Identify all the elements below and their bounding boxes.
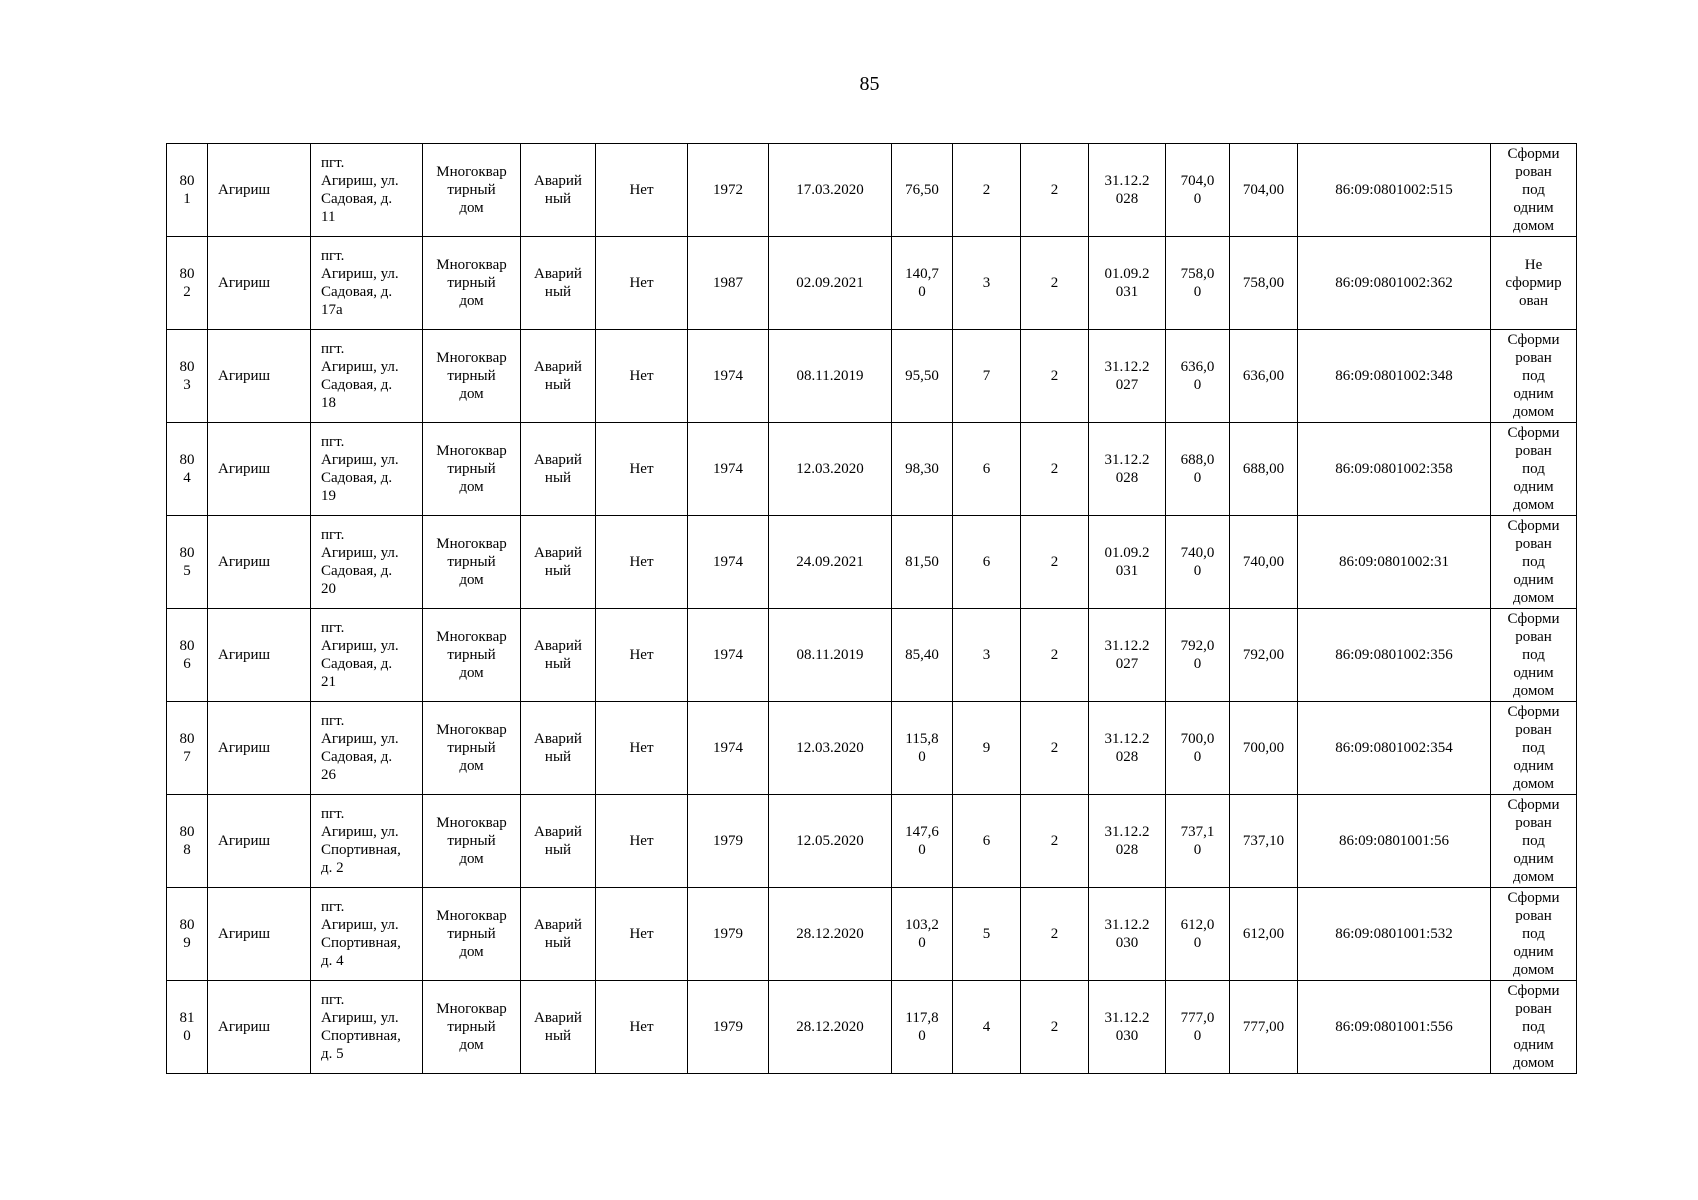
recognition-date-cell: 17.03.2020 — [769, 144, 892, 237]
floors-count-cell: 2 — [1021, 981, 1089, 1074]
row-number-cell: 80 3 — [167, 330, 208, 423]
settlement-cell: Агириш — [208, 888, 311, 981]
building-type-cell: Многоквар тирный дом — [423, 795, 521, 888]
cadastral-number-cell: 86:09:0801001:56 — [1298, 795, 1491, 888]
building-type-cell: Многоквар тирный дом — [423, 423, 521, 516]
cadastral-number-cell: 86:09:0801001:556 — [1298, 981, 1491, 1074]
table-row — [167, 330, 1577, 423]
residents-count-cell: 5 — [953, 888, 1021, 981]
land-plot-status-cell: Сформи рован под одним домом — [1491, 795, 1577, 888]
resettlement-deadline-cell: 31.12.2 027 — [1089, 609, 1166, 702]
living-area-cell: 115,8 0 — [892, 702, 953, 795]
living-area-cell: 95,50 — [892, 330, 953, 423]
table-row — [167, 888, 1577, 981]
land-plot-status-cell: Не сформир ован — [1491, 237, 1577, 330]
floors-count-cell: 2 — [1021, 702, 1089, 795]
land-area-total-cell: 740,00 — [1230, 516, 1298, 609]
land-area-total-cell: 704,00 — [1230, 144, 1298, 237]
land-area-cell: 758,0 0 — [1166, 237, 1230, 330]
land-area-cell: 737,1 0 — [1166, 795, 1230, 888]
land-area-total-cell: 777,00 — [1230, 981, 1298, 1074]
living-area-cell: 98,30 — [892, 423, 953, 516]
row-number-cell: 81 0 — [167, 981, 208, 1074]
land-plot-status-cell: Сформи рован под одним домом — [1491, 981, 1577, 1074]
recognition-date-cell: 08.11.2019 — [769, 330, 892, 423]
cadastral-number-cell: 86:09:0801002:356 — [1298, 609, 1491, 702]
living-area-cell: 85,40 — [892, 609, 953, 702]
cadastral-number-cell: 86:09:0801002:31 — [1298, 516, 1491, 609]
land-area-total-cell: 612,00 — [1230, 888, 1298, 981]
land-plot-status-cell: Сформи рован под одним домом — [1491, 609, 1577, 702]
construction-year-cell: 1974 — [688, 423, 769, 516]
land-area-total-cell: 792,00 — [1230, 609, 1298, 702]
cadastral-number-cell: 86:09:0801002:362 — [1298, 237, 1491, 330]
resettlement-deadline-cell: 01.09.2 031 — [1089, 516, 1166, 609]
condition-status-cell: Аварий ный — [521, 330, 596, 423]
construction-year-cell: 1979 — [688, 888, 769, 981]
condition-status-cell: Аварий ный — [521, 144, 596, 237]
living-area-cell: 117,8 0 — [892, 981, 953, 1074]
land-area-total-cell: 700,00 — [1230, 702, 1298, 795]
building-type-cell: Многоквар тирный дом — [423, 330, 521, 423]
building-type-cell: Многоквар тирный дом — [423, 702, 521, 795]
recognition-date-cell: 12.03.2020 — [769, 423, 892, 516]
settlement-cell: Агириш — [208, 144, 311, 237]
table-row — [167, 423, 1577, 516]
construction-year-cell: 1974 — [688, 330, 769, 423]
building-type-cell: Многоквар тирный дом — [423, 144, 521, 237]
row-number-cell: 80 9 — [167, 888, 208, 981]
construction-year-cell: 1972 — [688, 144, 769, 237]
resettlement-deadline-cell: 31.12.2 028 — [1089, 702, 1166, 795]
address-cell: пгт. Агириш, ул. Садовая, д. 26 — [311, 702, 423, 795]
address-cell: пгт. Агириш, ул. Спортивная, д. 2 — [311, 795, 423, 888]
residents-count-cell: 7 — [953, 330, 1021, 423]
recognition-date-cell: 02.09.2021 — [769, 237, 892, 330]
condition-status-cell: Аварий ный — [521, 795, 596, 888]
recognition-date-cell: 24.09.2021 — [769, 516, 892, 609]
address-cell: пгт. Агириш, ул. Садовая, д. 11 — [311, 144, 423, 237]
condition-status-cell: Аварий ный — [521, 609, 596, 702]
program-inclusion-cell: Нет — [596, 423, 688, 516]
program-inclusion-cell: Нет — [596, 516, 688, 609]
land-area-total-cell: 688,00 — [1230, 423, 1298, 516]
recognition-date-cell: 12.03.2020 — [769, 702, 892, 795]
land-area-total-cell: 737,10 — [1230, 795, 1298, 888]
building-type-cell: Многоквар тирный дом — [423, 609, 521, 702]
condition-status-cell: Аварий ный — [521, 702, 596, 795]
floors-count-cell: 2 — [1021, 423, 1089, 516]
resettlement-deadline-cell: 31.12.2 028 — [1089, 795, 1166, 888]
construction-year-cell: 1974 — [688, 702, 769, 795]
residents-count-cell: 6 — [953, 423, 1021, 516]
table-row — [167, 144, 1577, 237]
program-inclusion-cell: Нет — [596, 795, 688, 888]
condition-status-cell: Аварий ный — [521, 423, 596, 516]
row-number-cell: 80 1 — [167, 144, 208, 237]
land-plot-status-cell: Сформи рован под одним домом — [1491, 423, 1577, 516]
building-type-cell: Многоквар тирный дом — [423, 888, 521, 981]
recognition-date-cell: 12.05.2020 — [769, 795, 892, 888]
land-plot-status-cell: Сформи рован под одним домом — [1491, 144, 1577, 237]
resettlement-deadline-cell: 31.12.2 028 — [1089, 144, 1166, 237]
building-type-cell: Многоквар тирный дом — [423, 237, 521, 330]
building-type-cell: Многоквар тирный дом — [423, 516, 521, 609]
construction-year-cell: 1979 — [688, 981, 769, 1074]
condition-status-cell: Аварий ный — [521, 981, 596, 1074]
condition-status-cell: Аварий ный — [521, 237, 596, 330]
settlement-cell: Агириш — [208, 516, 311, 609]
residents-count-cell: 3 — [953, 237, 1021, 330]
page-number: 85 — [859, 73, 880, 95]
settlement-cell: Агириш — [208, 237, 311, 330]
address-cell: пгт. Агириш, ул. Садовая, д. 20 — [311, 516, 423, 609]
resettlement-deadline-cell: 31.12.2 028 — [1089, 423, 1166, 516]
land-area-cell: 700,0 0 — [1166, 702, 1230, 795]
floors-count-cell: 2 — [1021, 795, 1089, 888]
table-row — [167, 237, 1577, 330]
cadastral-number-cell: 86:09:0801002:358 — [1298, 423, 1491, 516]
land-area-cell: 740,0 0 — [1166, 516, 1230, 609]
recognition-date-cell: 08.11.2019 — [769, 609, 892, 702]
land-area-cell: 688,0 0 — [1166, 423, 1230, 516]
living-area-cell: 147,6 0 — [892, 795, 953, 888]
resettlement-deadline-cell: 01.09.2 031 — [1089, 237, 1166, 330]
program-inclusion-cell: Нет — [596, 609, 688, 702]
settlement-cell: Агириш — [208, 330, 311, 423]
land-area-cell: 777,0 0 — [1166, 981, 1230, 1074]
address-cell: пгт. Агириш, ул. Спортивная, д. 5 — [311, 981, 423, 1074]
table-row — [167, 795, 1577, 888]
settlement-cell: Агириш — [208, 423, 311, 516]
living-area-cell: 81,50 — [892, 516, 953, 609]
floors-count-cell: 2 — [1021, 888, 1089, 981]
land-area-cell: 704,0 0 — [1166, 144, 1230, 237]
land-area-cell: 612,0 0 — [1166, 888, 1230, 981]
land-area-cell: 792,0 0 — [1166, 609, 1230, 702]
living-area-cell: 76,50 — [892, 144, 953, 237]
floors-count-cell: 2 — [1021, 237, 1089, 330]
land-plot-status-cell: Сформи рован под одним домом — [1491, 330, 1577, 423]
building-type-cell: Многоквар тирный дом — [423, 981, 521, 1074]
program-inclusion-cell: Нет — [596, 981, 688, 1074]
table-row — [167, 702, 1577, 795]
condition-status-cell: Аварий ный — [521, 888, 596, 981]
residents-count-cell: 3 — [953, 609, 1021, 702]
settlement-cell: Агириш — [208, 702, 311, 795]
program-inclusion-cell: Нет — [596, 330, 688, 423]
land-plot-status-cell: Сформи рован под одним домом — [1491, 888, 1577, 981]
row-number-cell: 80 6 — [167, 609, 208, 702]
resettlement-deadline-cell: 31.12.2 030 — [1089, 888, 1166, 981]
settlement-cell: Агириш — [208, 609, 311, 702]
table-row — [167, 981, 1577, 1074]
recognition-date-cell: 28.12.2020 — [769, 888, 892, 981]
residents-count-cell: 9 — [953, 702, 1021, 795]
construction-year-cell: 1979 — [688, 795, 769, 888]
land-plot-status-cell: Сформи рован под одним домом — [1491, 702, 1577, 795]
program-inclusion-cell: Нет — [596, 144, 688, 237]
address-cell: пгт. Агириш, ул. Спортивная, д. 4 — [311, 888, 423, 981]
settlement-cell: Агириш — [208, 795, 311, 888]
living-area-cell: 140,7 0 — [892, 237, 953, 330]
residents-count-cell: 4 — [953, 981, 1021, 1074]
living-area-cell: 103,2 0 — [892, 888, 953, 981]
floors-count-cell: 2 — [1021, 144, 1089, 237]
resettlement-deadline-cell: 31.12.2 027 — [1089, 330, 1166, 423]
cadastral-number-cell: 86:09:0801002:515 — [1298, 144, 1491, 237]
row-number-cell: 80 2 — [167, 237, 208, 330]
program-inclusion-cell: Нет — [596, 888, 688, 981]
row-number-cell: 80 7 — [167, 702, 208, 795]
residents-count-cell: 6 — [953, 516, 1021, 609]
condition-status-cell: Аварий ный — [521, 516, 596, 609]
land-area-cell: 636,0 0 — [1166, 330, 1230, 423]
address-cell: пгт. Агириш, ул. Садовая, д. 19 — [311, 423, 423, 516]
table-row — [167, 609, 1577, 702]
land-area-total-cell: 636,00 — [1230, 330, 1298, 423]
row-number-cell: 80 4 — [167, 423, 208, 516]
row-number-cell: 80 8 — [167, 795, 208, 888]
construction-year-cell: 1974 — [688, 516, 769, 609]
floors-count-cell: 2 — [1021, 330, 1089, 423]
residents-count-cell: 2 — [953, 144, 1021, 237]
housing-registry-table — [166, 143, 1577, 1074]
cadastral-number-cell: 86:09:0801002:348 — [1298, 330, 1491, 423]
land-area-total-cell: 758,00 — [1230, 237, 1298, 330]
construction-year-cell: 1974 — [688, 609, 769, 702]
table-row — [167, 516, 1577, 609]
settlement-cell: Агириш — [208, 981, 311, 1074]
floors-count-cell: 2 — [1021, 609, 1089, 702]
floors-count-cell: 2 — [1021, 516, 1089, 609]
cadastral-number-cell: 86:09:0801001:532 — [1298, 888, 1491, 981]
recognition-date-cell: 28.12.2020 — [769, 981, 892, 1074]
row-number-cell: 80 5 — [167, 516, 208, 609]
program-inclusion-cell: Нет — [596, 702, 688, 795]
cadastral-number-cell: 86:09:0801002:354 — [1298, 702, 1491, 795]
program-inclusion-cell: Нет — [596, 237, 688, 330]
address-cell: пгт. Агириш, ул. Садовая, д. 21 — [311, 609, 423, 702]
resettlement-deadline-cell: 31.12.2 030 — [1089, 981, 1166, 1074]
address-cell: пгт. Агириш, ул. Садовая, д. 17а — [311, 237, 423, 330]
residents-count-cell: 6 — [953, 795, 1021, 888]
land-plot-status-cell: Сформи рован под одним домом — [1491, 516, 1577, 609]
construction-year-cell: 1987 — [688, 237, 769, 330]
address-cell: пгт. Агириш, ул. Садовая, д. 18 — [311, 330, 423, 423]
